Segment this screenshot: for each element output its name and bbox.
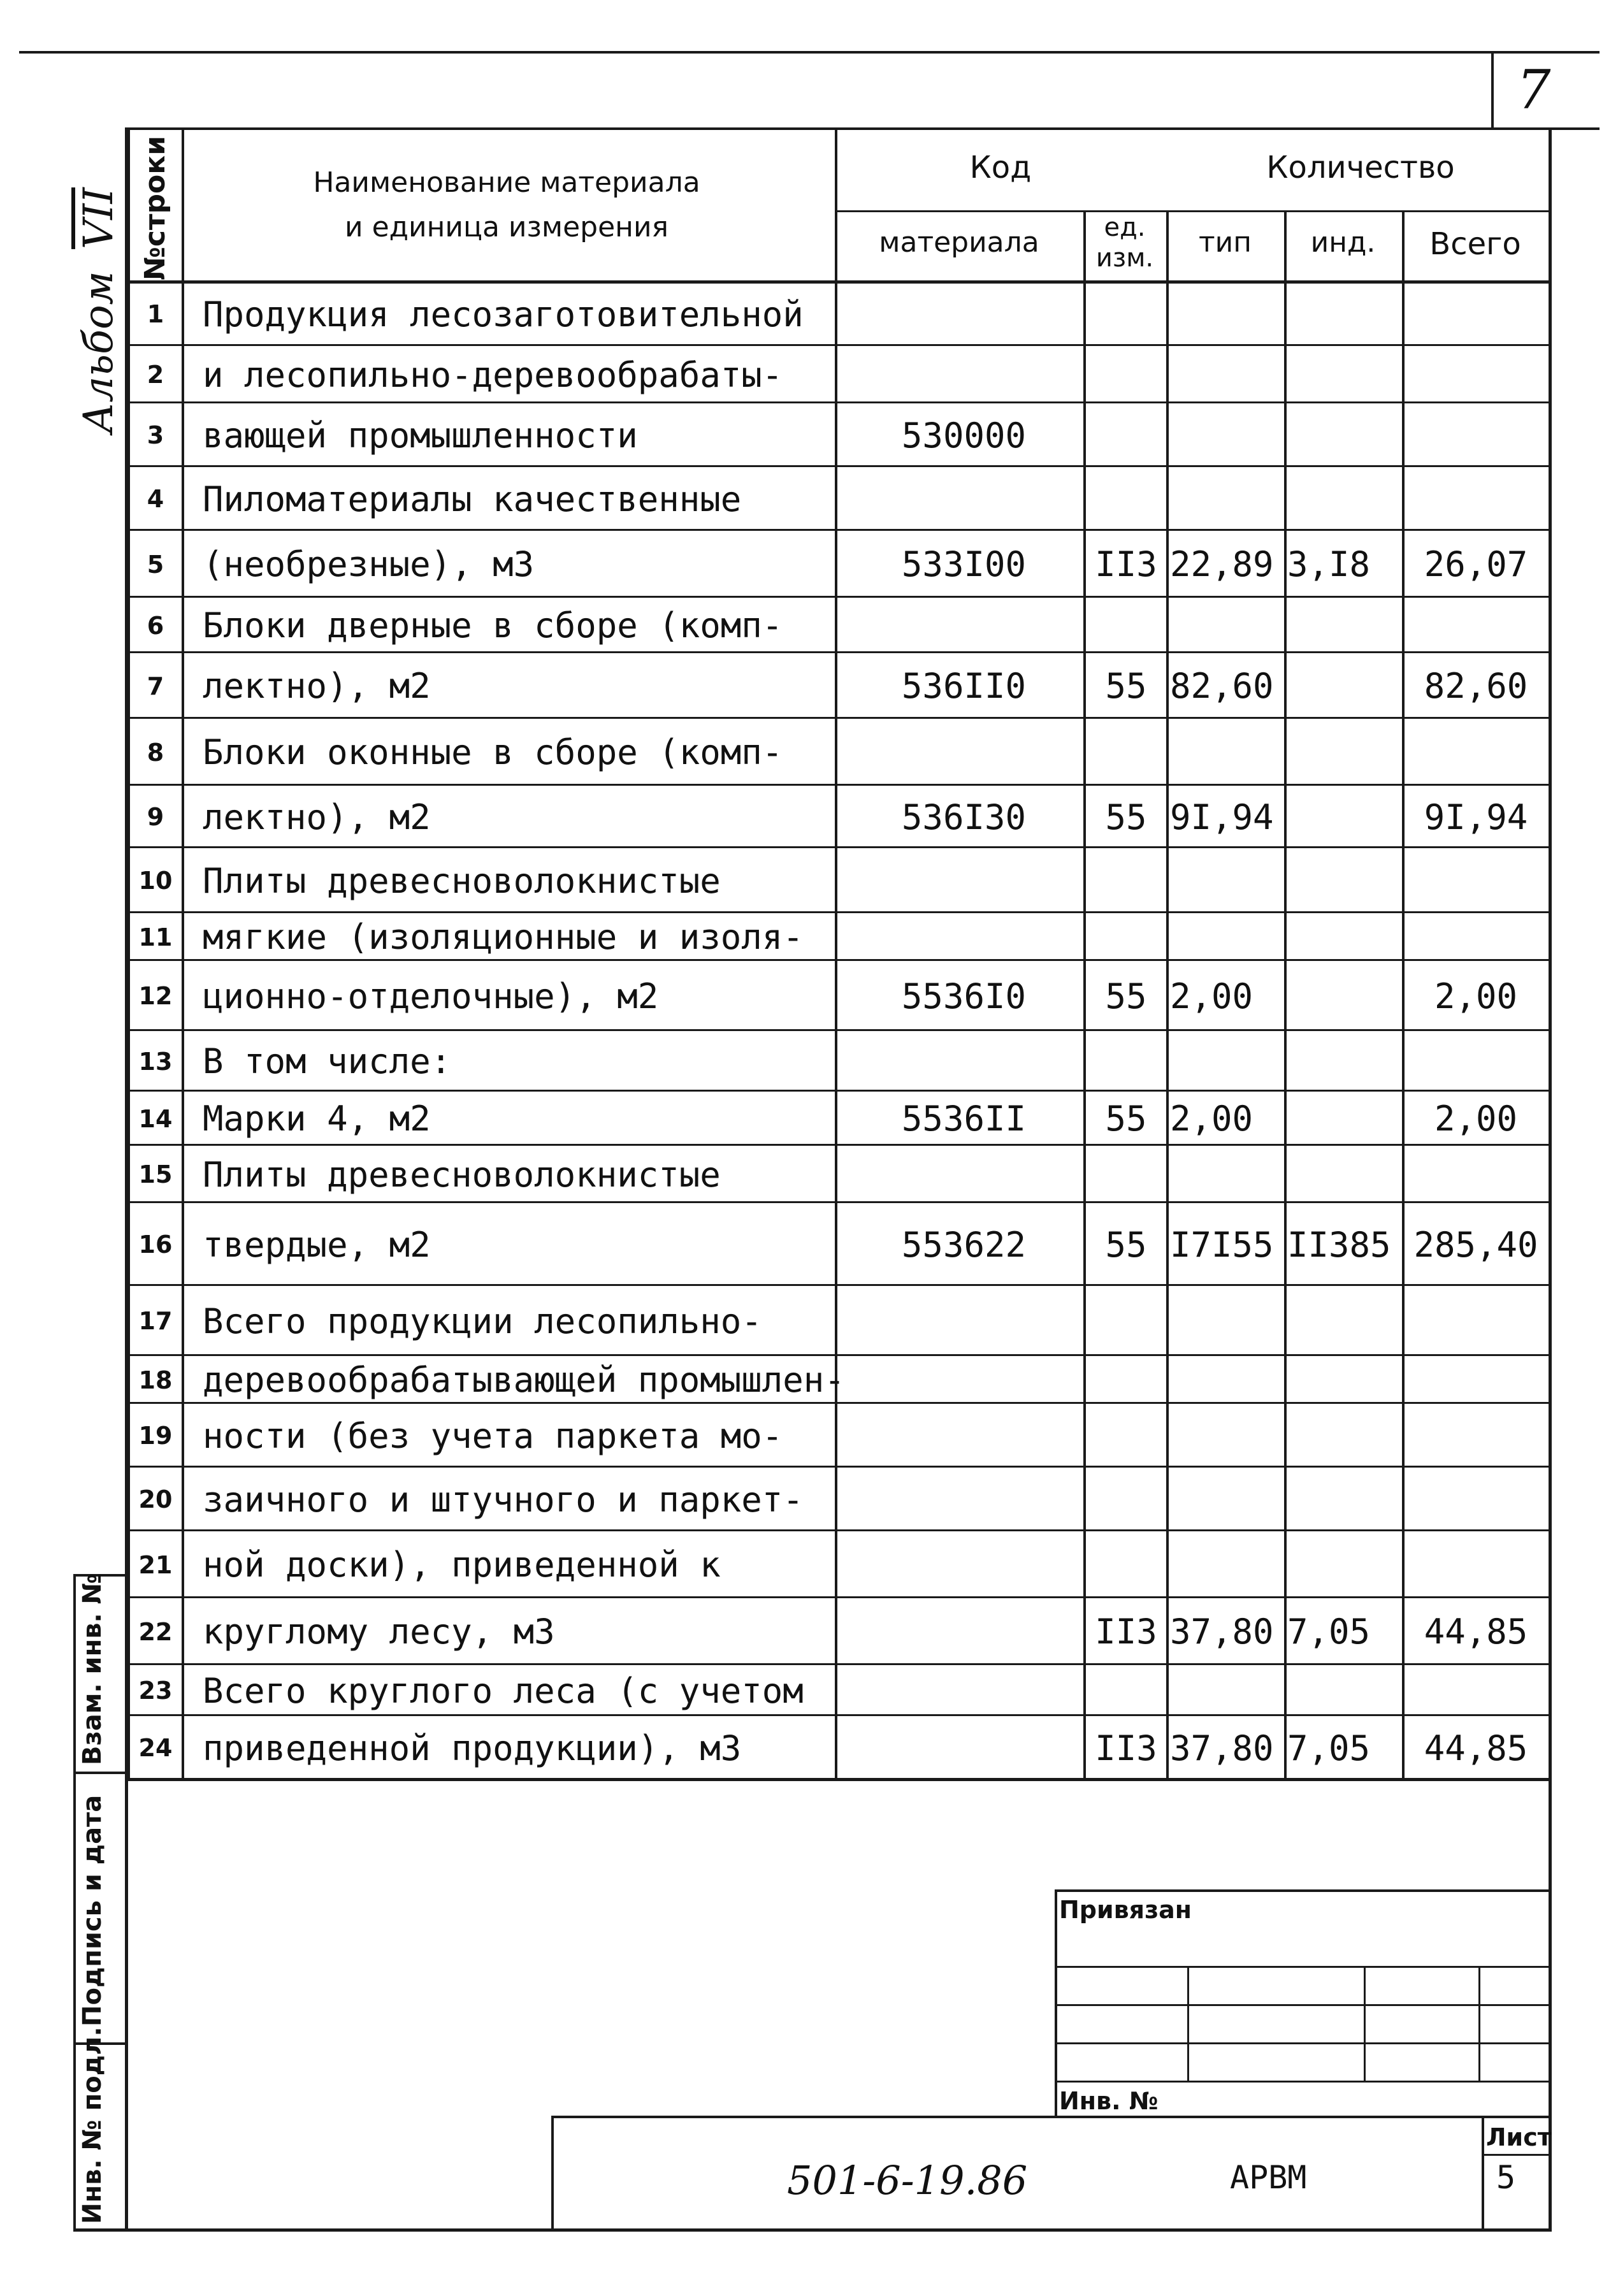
title-col-line1 — [1187, 1966, 1189, 2081]
row-number: 7 — [147, 672, 164, 700]
corner-sheet-number: 7 — [1517, 59, 1551, 121]
row-unit: 55 — [1105, 797, 1147, 837]
row-line — [127, 465, 1549, 467]
row-name: Блоки оконные в сборе (комп- — [203, 732, 783, 773]
row-name: деревообрабатывающей промышлен- — [203, 1360, 845, 1401]
title-row-line1 — [1055, 1966, 1549, 1968]
row-code: 536II0 — [901, 666, 1026, 707]
row-line — [127, 1144, 1549, 1146]
header-ind: инд. — [1310, 226, 1376, 259]
col-line-type — [1284, 210, 1287, 1778]
title-main-top — [551, 2116, 1552, 2118]
row-unit: II3 — [1095, 1728, 1157, 1768]
row-name: Продукция лесозаготовительной — [203, 294, 804, 335]
row-line — [127, 1466, 1549, 1468]
side-stamp-inv-podl: Инв. № подл. — [78, 2026, 107, 2224]
row-type: 82,60 — [1170, 666, 1274, 707]
row-number: 2 — [147, 361, 164, 389]
header-name-line2: и единица измерения — [344, 211, 669, 243]
title-privyazan: Привязан — [1059, 1896, 1192, 1924]
row-line — [127, 1354, 1549, 1356]
row-line — [127, 344, 1549, 346]
row-name: твердые, м2 — [203, 1224, 431, 1265]
row-unit: 55 — [1105, 976, 1147, 1016]
row-line — [127, 784, 1549, 786]
row-number: 12 — [138, 982, 173, 1011]
row-number: 24 — [138, 1734, 173, 1763]
row-number: 6 — [147, 611, 164, 640]
row-type: 9I,94 — [1170, 797, 1274, 837]
title-sheet-number: 5 — [1496, 2159, 1516, 2196]
row-line — [127, 1714, 1549, 1716]
row-name: Блоки дверные в сборе (комп- — [203, 605, 783, 646]
row-name: Всего продукции лесопильно- — [203, 1301, 762, 1341]
row-code: 530000 — [901, 415, 1026, 456]
row-ind: 7,05 — [1287, 1612, 1371, 1652]
row-number: 14 — [138, 1104, 173, 1133]
row-line — [127, 1029, 1549, 1031]
row-number: 8 — [147, 738, 164, 767]
side-stamp-outer — [73, 1574, 76, 2230]
row-name: (необрезные), м3 — [203, 544, 535, 585]
row-code: 553622 — [901, 1224, 1026, 1265]
header-row-number: №строки — [139, 136, 171, 280]
title-col-line3 — [1478, 1966, 1480, 2081]
row-number: 1 — [147, 300, 164, 329]
row-type: 37,80 — [1170, 1728, 1274, 1768]
row-number: 15 — [138, 1160, 173, 1189]
row-type: 2,00 — [1170, 976, 1253, 1016]
side-stamp-podpis: Подпись и дата — [78, 1794, 107, 2026]
row-number: 9 — [147, 803, 164, 832]
row-line — [127, 596, 1549, 598]
header-bottom-line — [127, 280, 1549, 284]
row-line — [127, 959, 1549, 961]
row-line — [127, 1529, 1549, 1531]
header-material: материала — [879, 226, 1039, 259]
row-number: 22 — [138, 1617, 173, 1646]
row-name: вающей промышленности — [203, 415, 638, 456]
title-inv-no: Инв. № — [1059, 2087, 1159, 2115]
row-number: 3 — [147, 421, 164, 450]
header-quantity: Количество — [1266, 150, 1455, 185]
row-total: 2,00 — [1434, 976, 1518, 1016]
row-number: 13 — [138, 1047, 173, 1076]
row-total: 44,85 — [1424, 1612, 1528, 1652]
frame-bottom — [73, 2228, 1552, 2232]
header-unit-line2: изм. — [1095, 243, 1154, 273]
header-unit-line1: ед. — [1104, 213, 1146, 242]
row-number: 11 — [138, 923, 173, 951]
row-type: 22,89 — [1170, 544, 1274, 585]
row-line — [127, 1090, 1549, 1092]
row-code: 536I30 — [901, 797, 1026, 837]
row-total: 44,85 — [1424, 1728, 1528, 1768]
row-number: 4 — [147, 485, 164, 514]
row-name: ности (без учета паркета мо- — [203, 1415, 783, 1456]
row-name: приведенной продукции), м3 — [203, 1728, 742, 1768]
title-sheet-left — [1482, 2116, 1484, 2230]
row-number: 5 — [147, 550, 164, 579]
row-ind: 3,I8 — [1287, 544, 1371, 585]
row-name: Плиты древесноволокнистые — [203, 1154, 721, 1195]
row-name: мягкие (изоляционные и изоля- — [203, 917, 804, 958]
row-unit: 55 — [1105, 1099, 1147, 1139]
row-code: 533I00 — [901, 544, 1026, 585]
row-number: 10 — [138, 867, 173, 895]
title-row-line2 — [1055, 2004, 1549, 2006]
row-total: 26,07 — [1424, 544, 1528, 585]
row-unit: II3 — [1095, 1612, 1157, 1652]
row-ind: II385 — [1287, 1224, 1391, 1265]
row-name: ционно-отделочные), м2 — [203, 976, 659, 1016]
title-doc-code: АРВМ — [1230, 2159, 1307, 2196]
row-line — [127, 1778, 1549, 1781]
corner-box-left — [1491, 52, 1494, 129]
row-name: Пиломатериалы качественные — [203, 479, 742, 519]
row-number: 21 — [138, 1550, 173, 1579]
header-type: тип — [1199, 226, 1252, 259]
col-line-right — [1549, 127, 1551, 1778]
row-name: заичного и штучного и паркет- — [203, 1479, 804, 1520]
row-name: круглому лесу, м3 — [203, 1612, 555, 1652]
row-number: 19 — [138, 1422, 173, 1450]
row-line — [127, 1663, 1549, 1665]
row-type: I7I55 — [1170, 1224, 1274, 1265]
row-name: и лесопильно-деревообрабаты- — [203, 354, 783, 395]
row-number: 20 — [138, 1485, 173, 1514]
row-number: 16 — [138, 1231, 173, 1259]
row-unit: II3 — [1095, 544, 1157, 585]
row-type: 2,00 — [1170, 1099, 1253, 1139]
title-sheet-mid — [1482, 2154, 1552, 2156]
row-number: 23 — [138, 1677, 173, 1705]
row-total: 285,40 — [1413, 1224, 1538, 1265]
title-sheet-label: Лист — [1486, 2123, 1552, 2151]
row-number: 17 — [138, 1307, 173, 1336]
header-name-line1: Наименование материала — [313, 166, 700, 199]
album-label: Альбом $\overline{VII}$ — [75, 187, 122, 433]
row-line — [127, 529, 1549, 531]
row-unit: 55 — [1105, 1224, 1147, 1265]
row-name: лектно), м2 — [203, 797, 431, 837]
header-total: Всего — [1429, 226, 1521, 262]
row-line — [127, 651, 1549, 653]
side-stamp-div1 — [73, 1772, 127, 1774]
row-line — [127, 1402, 1549, 1404]
col-line-name — [835, 127, 837, 1778]
row-line — [127, 717, 1549, 719]
row-unit: 55 — [1105, 666, 1147, 707]
title-row-line4 — [1055, 2081, 1549, 2083]
title-col-line2 — [1364, 1966, 1366, 2081]
row-number: 18 — [138, 1366, 173, 1394]
row-line — [127, 846, 1549, 848]
col-line-ind — [1402, 210, 1405, 1778]
row-name: ной доски), приведенной к — [203, 1545, 721, 1585]
row-type: 37,80 — [1170, 1612, 1274, 1652]
row-name: лектно), м2 — [203, 666, 431, 707]
row-total: 82,60 — [1424, 666, 1528, 707]
top-border-line — [19, 51, 1600, 54]
row-name: Марки 4, м2 — [203, 1099, 431, 1139]
row-name: В том числе: — [203, 1041, 452, 1082]
col-line-unit — [1166, 210, 1169, 1778]
row-ind: 7,05 — [1287, 1728, 1371, 1768]
row-line — [127, 1201, 1549, 1203]
title-privyazan-top — [1055, 1889, 1549, 1892]
row-line — [127, 1284, 1549, 1286]
row-line — [127, 1596, 1549, 1598]
header-code: Код — [969, 150, 1032, 185]
row-line — [127, 401, 1549, 403]
row-name: Всего круглого леса (с учетом — [203, 1670, 804, 1711]
row-code: 5536I0 — [901, 976, 1026, 1016]
row-line — [127, 911, 1549, 913]
row-name: Плиты древесноволокнистые — [203, 860, 721, 901]
row-total: 2,00 — [1434, 1099, 1518, 1139]
header-mid-line — [835, 210, 1549, 212]
title-main-left — [551, 2116, 554, 2230]
row-total: 9I,94 — [1424, 797, 1528, 837]
row-code: 5536II — [901, 1099, 1026, 1139]
title-doc-number: 501-6-19.86 — [787, 2157, 1028, 2204]
title-row-line3 — [1055, 2042, 1549, 2044]
table-top-line — [127, 127, 1549, 130]
side-stamp-vzam: Взам. инв. № — [78, 1573, 107, 1765]
